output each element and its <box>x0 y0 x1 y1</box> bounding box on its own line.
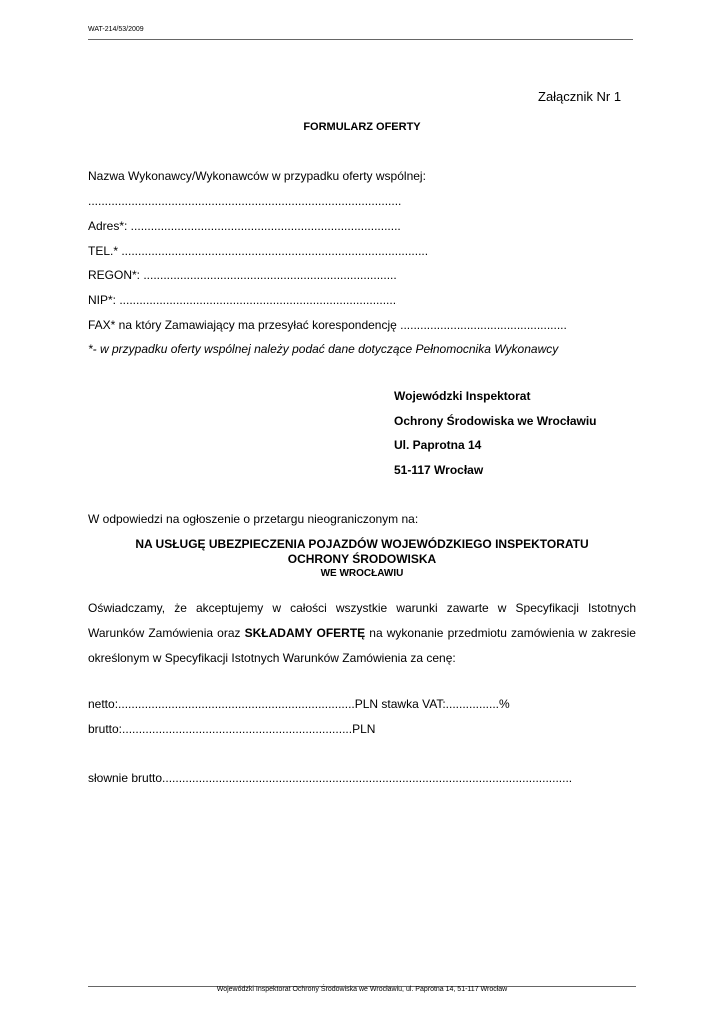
declaration-part-2: na wykonanie przedmiotu zamówienia w zakresie określonym w Specyfikacji Istotnych Warunków Zamówienia za cenę: <box>88 626 636 665</box>
declaration-paragraph <box>88 596 636 671</box>
page-title: FORMULARZ OFERTY <box>303 121 421 133</box>
annex-label: Załącznik Nr 1 <box>538 89 622 104</box>
header-rule <box>88 39 633 40</box>
brutto-price-field: brutto:.....................................................................PLN <box>88 722 376 736</box>
contractor-name-field: .............................................................................................. <box>88 194 402 208</box>
brutto-in-words-field: słownie brutto........................................................................................................................... <box>88 771 573 785</box>
fax-field: FAX* na który Zamawiający ma przesyłać korespondencję .................................................. <box>88 318 567 332</box>
tender-subject <box>88 537 636 580</box>
declaration-part-1: Oświadczamy, że akceptujemy w całości wszystkie warunki zawarte w Specyfikacji Istotnych Warunków Zamówienia oraz <box>88 601 636 640</box>
recipient-line-1: Wojewódzki Inspektorat <box>394 389 531 403</box>
document-reference: WAT-214/53/2009 <box>88 26 144 33</box>
recipient-line-2: Ochrony Środowiska we Wrocławiu <box>394 414 597 428</box>
tender-intro: W odpowiedzi na ogłoszenie o przetargu nieograniczonym na: <box>88 512 419 526</box>
joint-offer-note: *- w przypadku oferty wspólnej należy podać dane dotyczące Pełnomocnika Wykonawcy <box>88 342 559 356</box>
tel-field: TEL.* ............................................................................................ <box>88 244 429 258</box>
regon-field: REGON*: ............................................................................ <box>88 268 397 282</box>
tender-subject-line-2: WE WROCŁAWIU <box>320 568 404 579</box>
netto-price-field: netto:.......................................................................PLN stawka VAT:................% <box>88 697 510 711</box>
page-footer: Wojewódzki Inspektorat Ochrony Środowiska we Wrocławiu, ul. Paprotna 14, 51-117 Wrocław <box>216 986 508 993</box>
tender-subject-line-1: NA USŁUGĘ UBEZPIECZENIA POJAZDÓW WOJEWÓDZKIEGO INSPEKTORATU OCHRONY ŚRODOWISKA <box>135 537 589 566</box>
declaration-emphasis: SKŁADAMY OFERTĘ <box>244 626 366 640</box>
address-field: Adres*: ................................................................................. <box>88 219 401 233</box>
contractor-label: Nazwa Wykonawcy/Wykonawców w przypadku oferty wspólnej: <box>88 169 426 183</box>
recipient-line-4: 51-117 Wrocław <box>394 463 484 477</box>
nip-field: NIP*: ................................................................................... <box>88 293 397 307</box>
recipient-line-3: Ul. Paprotna 14 <box>394 438 482 452</box>
